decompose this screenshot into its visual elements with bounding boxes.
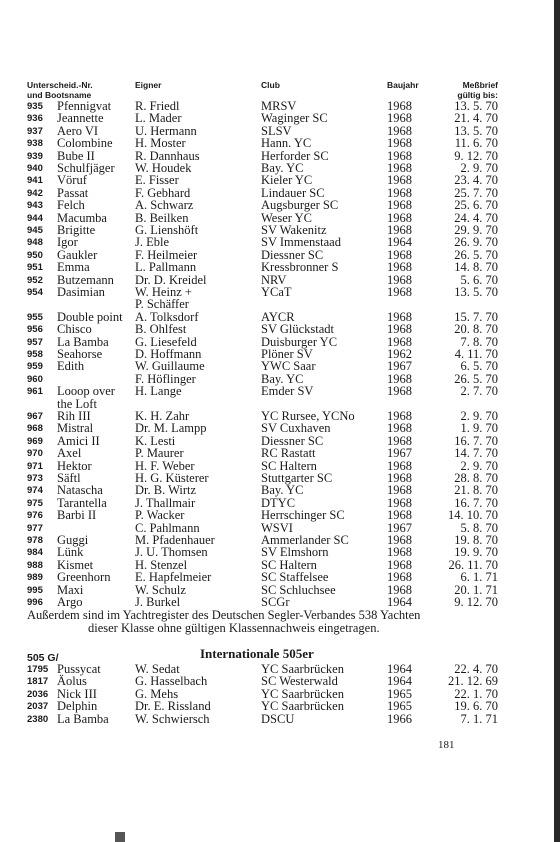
- boat-name: Passat: [57, 185, 89, 200]
- build-year: 1966: [387, 711, 412, 726]
- build-year: 1964: [387, 662, 412, 676]
- club-name: NRV: [261, 272, 287, 287]
- header-nr-line2: und Bootsname: [27, 90, 92, 100]
- boat-number: 956: [27, 324, 43, 336]
- boat-name: Igor: [57, 235, 78, 250]
- certificate-date: 15. 7. 70: [454, 309, 498, 324]
- owner-name: Dr. E. Rissland: [135, 699, 211, 714]
- club-name: Bay. YC: [261, 483, 304, 498]
- boat-name: Edith: [57, 359, 85, 374]
- certificate-date: 19. 9. 70: [454, 545, 498, 560]
- club-name: WSVI: [261, 520, 293, 535]
- certificate-date: 25. 7. 70: [454, 185, 498, 200]
- owner-name: J. Burkel: [135, 595, 181, 609]
- boat-number: 970: [27, 448, 43, 460]
- boat-name: Delphin: [57, 699, 98, 714]
- club-name: SV Glückstadt: [261, 322, 335, 337]
- certificate-date: 20. 8. 70: [454, 322, 498, 337]
- build-year: 1968: [387, 322, 412, 337]
- boat-number: 973: [27, 473, 43, 484]
- boat-name: Dasimian: [57, 285, 105, 299]
- certificate-date: 21. 4. 70: [454, 111, 498, 126]
- build-year: 1967: [387, 446, 412, 461]
- build-year: 1968: [387, 371, 412, 386]
- owner-name: E. Hapfelmeier: [135, 570, 212, 585]
- build-year: 1968: [387, 570, 412, 585]
- owner-name: H. Lange: [135, 384, 182, 399]
- certificate-date: 7. 1. 71: [460, 711, 498, 726]
- boat-name: Barbi II: [57, 508, 97, 523]
- boat-name: La Bamba: [57, 334, 109, 349]
- boat-number: 995: [27, 584, 43, 596]
- boat-number: 960: [27, 373, 43, 385]
- boat-number: 944: [27, 212, 43, 224]
- build-year: 1968: [387, 557, 412, 572]
- boat-name: Brigitte: [57, 223, 96, 237]
- build-year: 1968: [387, 533, 412, 547]
- header-cert-line2: gültig bis:: [457, 90, 498, 100]
- boat-name: Kismet: [57, 557, 94, 572]
- table-row: [0, 286, 554, 299]
- club-name: Waginger SC: [261, 111, 328, 126]
- certificate-date: 9. 12. 70: [454, 595, 498, 609]
- build-year: 1968: [387, 545, 412, 560]
- build-year: 1968: [387, 508, 412, 523]
- club-name: DTYC: [261, 495, 296, 510]
- club-name: SV Wakenitz: [261, 223, 327, 237]
- owner-name: W. Houdek: [135, 161, 192, 175]
- build-year: 1968: [387, 433, 412, 448]
- boat-number: 954: [27, 287, 43, 298]
- owner-name: A. Schwarz: [135, 198, 194, 213]
- boat-number: 957: [27, 336, 43, 348]
- certificate-date: 11. 6. 70: [454, 136, 498, 151]
- owner-name: H. F. Weber: [135, 458, 195, 473]
- club-name: SLSV: [261, 123, 292, 138]
- owner-name: G. Liesefeld: [135, 334, 197, 349]
- boat-name: Pussycat: [57, 662, 101, 676]
- boat-number: 969: [27, 435, 43, 447]
- club-name: MRSV: [261, 99, 297, 113]
- club-name: YC Saarbrücken: [261, 662, 344, 676]
- build-year: 1968: [387, 309, 412, 324]
- boat-name: Butzemann: [57, 272, 114, 287]
- owner-name: P. Wacker: [135, 508, 185, 523]
- boat-name: Lünk: [57, 545, 84, 560]
- boat-name: Pfennigvat: [57, 99, 112, 113]
- boat-number: 968: [27, 423, 43, 435]
- boat-name: Mistral: [57, 421, 94, 436]
- build-year: 1967: [387, 520, 412, 535]
- owner-name: W. Guillaume: [135, 359, 205, 374]
- build-year: 1968: [387, 111, 412, 126]
- owner-name: W. Sedat: [135, 662, 180, 676]
- owner-name: E. Fisser: [135, 173, 179, 188]
- boat-number: 2036: [27, 688, 49, 700]
- boat-number: 996: [27, 597, 43, 608]
- club-name: RC Rastatt: [261, 446, 316, 461]
- build-year: 1968: [387, 123, 412, 138]
- club-name: SC Staffelsee: [261, 570, 329, 585]
- certificate-date: 20. 1. 71: [454, 582, 498, 597]
- boat-name: Aero VI: [57, 123, 99, 138]
- certificate-date: 14. 10. 70: [448, 508, 498, 523]
- certificate-date: 28. 8. 70: [454, 471, 498, 485]
- boat-number: 952: [27, 274, 43, 286]
- certificate-date: 7. 8. 70: [460, 334, 498, 349]
- boat-name: Chisco: [57, 322, 92, 337]
- owner-name: J. Thallmair: [135, 495, 196, 510]
- certificate-date: 13. 5. 70: [454, 123, 498, 138]
- build-year: 1968: [387, 421, 412, 436]
- certificate-date: 14. 7. 70: [454, 446, 498, 461]
- club-name: DSCU: [261, 711, 295, 726]
- certificate-date: 26. 9. 70: [454, 235, 498, 250]
- certificate-date: 19. 8. 70: [454, 533, 498, 547]
- build-year: 1968: [387, 247, 412, 262]
- header-nr-line1: Unterscheid.-Nr.: [27, 80, 93, 90]
- boat-name: Gaukler: [57, 247, 98, 262]
- certificate-date: 2. 9. 70: [460, 409, 498, 423]
- club-name: SV Cuxhaven: [261, 421, 331, 436]
- boat-number: 967: [27, 411, 43, 422]
- register-note: [27, 609, 507, 635]
- boat-number: 938: [27, 138, 43, 150]
- build-year: 1968: [387, 210, 412, 225]
- header-owner: Eigner: [135, 80, 162, 90]
- owner-name: P. Schäffer: [135, 297, 189, 312]
- boat-name: Hektor: [57, 458, 92, 473]
- boat-name: Argo: [57, 595, 83, 609]
- page-edge: [554, 0, 560, 842]
- boat-name: Emma: [57, 260, 90, 275]
- build-year: 1968: [387, 223, 412, 237]
- owner-name: G. Hasselbach: [135, 674, 208, 689]
- club-name: SC Haltern: [261, 458, 317, 473]
- owner-name: P. Maurer: [135, 446, 184, 461]
- build-year: 1964: [387, 595, 412, 609]
- club-name: AYCR: [261, 309, 295, 324]
- certificate-date: 2. 9. 70: [460, 458, 498, 473]
- build-year: 1968: [387, 471, 412, 485]
- boat-name: Tarantella: [57, 495, 107, 510]
- boat-name: Bube II: [57, 148, 95, 163]
- club-name: Lindauer SC: [261, 185, 325, 200]
- boat-name: Colombine: [57, 136, 113, 151]
- boat-number: 961: [27, 386, 43, 398]
- owner-name: K. Lesti: [135, 433, 176, 448]
- certificate-date: 22. 1. 70: [454, 686, 498, 701]
- owner-name: D. Hoffmann: [135, 347, 202, 361]
- owner-name: F. Höflinger: [135, 371, 196, 386]
- build-year: 1964: [387, 235, 412, 250]
- club-name: SCGr: [261, 595, 290, 609]
- boat-name: Amici II: [57, 433, 100, 448]
- boat-name: Säftl: [57, 471, 81, 485]
- owner-name: L. Mader: [135, 111, 182, 126]
- build-year: 1968: [387, 161, 412, 175]
- owner-name: A. Tolksdorf: [135, 309, 199, 324]
- owner-name: M. Pfadenhauer: [135, 533, 215, 547]
- certificate-date: 1. 9. 70: [460, 421, 498, 436]
- boat-number: 948: [27, 237, 43, 249]
- certificate-date: 23. 4. 70: [454, 173, 498, 188]
- build-year: 1968: [387, 99, 412, 113]
- club-name: YC Saarbrücken: [261, 686, 344, 701]
- section-prefix: 505 G/: [27, 652, 59, 664]
- club-name: Bay. YC: [261, 161, 304, 175]
- club-name: SC Schluchsee: [261, 582, 336, 597]
- header-club: Club: [261, 80, 280, 90]
- build-year: 1965: [387, 686, 412, 701]
- club-name: Diessner SC: [261, 433, 324, 448]
- club-name: SC Haltern: [261, 557, 317, 572]
- boat-number: 2037: [27, 701, 49, 713]
- owner-name: R. Dannhaus: [135, 148, 200, 163]
- boat-name: the Loft: [57, 396, 97, 411]
- certificate-date: 22. 4. 70: [454, 662, 498, 676]
- boat-name: Rih III: [57, 409, 91, 423]
- boat-number: 958: [27, 349, 43, 360]
- certificate-date: 14. 8. 70: [454, 260, 498, 275]
- header-nr: [27, 80, 93, 100]
- certificate-date: 5. 6. 70: [460, 272, 498, 287]
- boat-number: 940: [27, 163, 43, 174]
- build-year: 1968: [387, 458, 412, 473]
- boat-name: Maxi: [57, 582, 84, 597]
- boat-name: Vöruf: [57, 173, 87, 188]
- boat-number: 2380: [27, 713, 49, 725]
- boat-number: 950: [27, 249, 43, 261]
- build-year: 1968: [387, 173, 412, 188]
- club-name: Herrschinger SC: [261, 508, 345, 523]
- boat-name: Axel: [57, 446, 82, 461]
- certificate-date: 13. 5. 70: [454, 285, 498, 299]
- table-row: [0, 713, 554, 726]
- build-year: 1967: [387, 359, 412, 374]
- certificate-date: 9. 12. 70: [454, 148, 498, 163]
- owner-name: Dr. D. Kreidel: [135, 272, 207, 287]
- owner-name: F. Heilmeier: [135, 247, 198, 262]
- boat-number: 977: [27, 522, 43, 534]
- club-name: YC Rursee, YCNo: [261, 409, 355, 423]
- build-year: 1968: [387, 198, 412, 213]
- club-name: Diessner SC: [261, 247, 324, 262]
- header-year: Baujahr: [387, 80, 419, 90]
- owner-name: J. U. Thomsen: [135, 545, 208, 560]
- boat-name: Jeannette: [57, 111, 104, 126]
- owner-name: W. Schwiersch: [135, 711, 210, 726]
- boat-number: 955: [27, 311, 43, 323]
- build-year: 1968: [387, 582, 412, 597]
- certificate-date: 29. 9. 70: [454, 223, 498, 237]
- boat-number: 978: [27, 535, 43, 546]
- boat-number: 937: [27, 125, 43, 137]
- certificate-date: 21. 8. 70: [454, 483, 498, 498]
- boat-number: 945: [27, 225, 43, 236]
- boat-number: 936: [27, 113, 43, 125]
- certificate-date: 24. 4. 70: [454, 210, 498, 225]
- section-title: Internationale 505er: [200, 646, 314, 661]
- build-year: 1968: [387, 384, 412, 399]
- owner-name: B. Ohlfest: [135, 322, 187, 337]
- build-year: 1968: [387, 285, 412, 299]
- build-year: 1968: [387, 185, 412, 200]
- binding-mark: [115, 832, 125, 842]
- certificate-date: 6. 1. 71: [460, 570, 498, 585]
- header-cert-line1: Meßbrief: [462, 80, 498, 90]
- boat-number: 935: [27, 101, 43, 112]
- boat-number: 939: [27, 150, 43, 162]
- boat-number: 988: [27, 559, 43, 571]
- boat-number: 984: [27, 547, 43, 559]
- register-note-line2: dieser Klasse ohne gültigen Klassennachweis eingetragen.: [88, 621, 380, 635]
- build-year: 1968: [387, 148, 412, 163]
- club-name: Duisburger YC: [261, 334, 338, 349]
- owner-name: Dr. M. Lampp: [135, 421, 207, 436]
- club-name: YC Saarbrücken: [261, 699, 344, 714]
- boat-name: Seahorse: [57, 347, 103, 361]
- club-name: Herforder SC: [261, 148, 329, 163]
- build-year: 1968: [387, 136, 412, 151]
- owner-name: J. Eble: [135, 235, 170, 250]
- club-name: Hann. YC: [261, 136, 312, 151]
- club-name: Plöner SV: [261, 347, 313, 361]
- certificate-date: 6. 5. 70: [460, 359, 498, 374]
- build-year: 1968: [387, 409, 412, 423]
- boat-number: 959: [27, 361, 43, 373]
- owner-name: H. Stenzel: [135, 557, 188, 572]
- boat-number: 942: [27, 187, 43, 199]
- certificate-date: 2. 7. 70: [460, 384, 498, 399]
- club-name: Kressbronner S: [261, 260, 339, 275]
- page-number: 181: [438, 739, 455, 751]
- boat-number: 943: [27, 200, 43, 212]
- certificate-date: 5. 8. 70: [460, 520, 498, 535]
- boat-name: Schulfjäger: [57, 161, 115, 175]
- owner-name: W. Heinz +: [135, 285, 192, 299]
- certificate-date: 26. 5. 70: [454, 247, 498, 262]
- boat-name: La Bamba: [57, 711, 109, 726]
- owner-name: L. Pallmann: [135, 260, 197, 275]
- club-name: SV Immenstaad: [261, 235, 341, 250]
- club-name: Bay. YC: [261, 371, 304, 386]
- certificate-date: 16. 7. 70: [454, 433, 498, 448]
- owner-name: F. Gebhard: [135, 185, 191, 200]
- boat-name: Äolus: [57, 674, 87, 689]
- header-cert: [452, 80, 498, 100]
- owner-name: H. Moster: [135, 136, 186, 151]
- boat-number: 951: [27, 262, 43, 274]
- boat-number: 941: [27, 175, 43, 187]
- certificate-date: 25. 6. 70: [454, 198, 498, 213]
- boat-name: Double point: [57, 309, 123, 324]
- club-name: YWC Saar: [261, 359, 316, 374]
- owner-name: G. Lienshöft: [135, 223, 199, 237]
- club-name: Emder SV: [261, 384, 314, 399]
- owner-name: R. Friedl: [135, 99, 180, 113]
- register-note-line1: Außerdem sind im Yachtregister des Deutschen Segler-Verbandes 538 Yachten: [27, 608, 421, 622]
- club-name: SV Elmshorn: [261, 545, 329, 560]
- boat-name: Macumba: [57, 210, 107, 225]
- boat-name: Natascha: [57, 483, 103, 498]
- certificate-date: 26. 11. 70: [448, 557, 498, 572]
- boat-number: 1817: [27, 676, 49, 688]
- certificate-date: 13. 5. 70: [454, 99, 498, 113]
- owner-name: B. Beilken: [135, 210, 189, 225]
- build-year: 1964: [387, 674, 412, 689]
- certificate-date: 2. 9. 70: [460, 161, 498, 175]
- club-name: SC Westerwald: [261, 674, 338, 689]
- build-year: 1968: [387, 334, 412, 349]
- club-name: Weser YC: [261, 210, 312, 225]
- boat-number: 989: [27, 572, 43, 584]
- owner-name: K. H. Zahr: [135, 409, 190, 423]
- owner-name: Dr. B. Wirtz: [135, 483, 197, 498]
- build-year: 1968: [387, 272, 412, 287]
- boat-number: 1795: [27, 664, 49, 675]
- club-name: Kieler YC: [261, 173, 313, 188]
- boat-name: Greenhorn: [57, 570, 111, 585]
- certificate-date: 16. 7. 70: [454, 495, 498, 510]
- owner-name: C. Pahlmann: [135, 520, 200, 535]
- build-year: 1968: [387, 260, 412, 275]
- club-name: Ammerlander SC: [261, 533, 349, 547]
- certificate-date: 19. 6. 70: [454, 699, 498, 714]
- club-name: Augsburger SC: [261, 198, 339, 213]
- build-year: 1968: [387, 495, 412, 510]
- club-name: YCaT: [261, 285, 292, 299]
- boat-number: 971: [27, 460, 43, 472]
- certificate-date: 4. 11. 70: [454, 347, 498, 361]
- certificate-date: 21. 12. 69: [448, 674, 498, 689]
- club-name: Stuttgarter SC: [261, 471, 333, 485]
- certificate-date: 26. 5. 70: [454, 371, 498, 386]
- owner-name: U. Hermann: [135, 123, 197, 138]
- build-year: 1962: [387, 347, 412, 361]
- boat-name: Nick III: [57, 686, 97, 701]
- owner-name: W. Schulz: [135, 582, 186, 597]
- owner-name: H. G. Küsterer: [135, 471, 209, 485]
- build-year: 1968: [387, 483, 412, 498]
- boat-number: 974: [27, 485, 43, 497]
- boat-name: Looop over: [57, 384, 115, 399]
- boat-number: 975: [27, 497, 43, 509]
- boat-name: Felch: [57, 198, 85, 213]
- owner-name: G. Mehs: [135, 686, 179, 701]
- boat-number: 976: [27, 510, 43, 522]
- boat-name: Guggi: [57, 533, 89, 547]
- build-year: 1965: [387, 699, 412, 714]
